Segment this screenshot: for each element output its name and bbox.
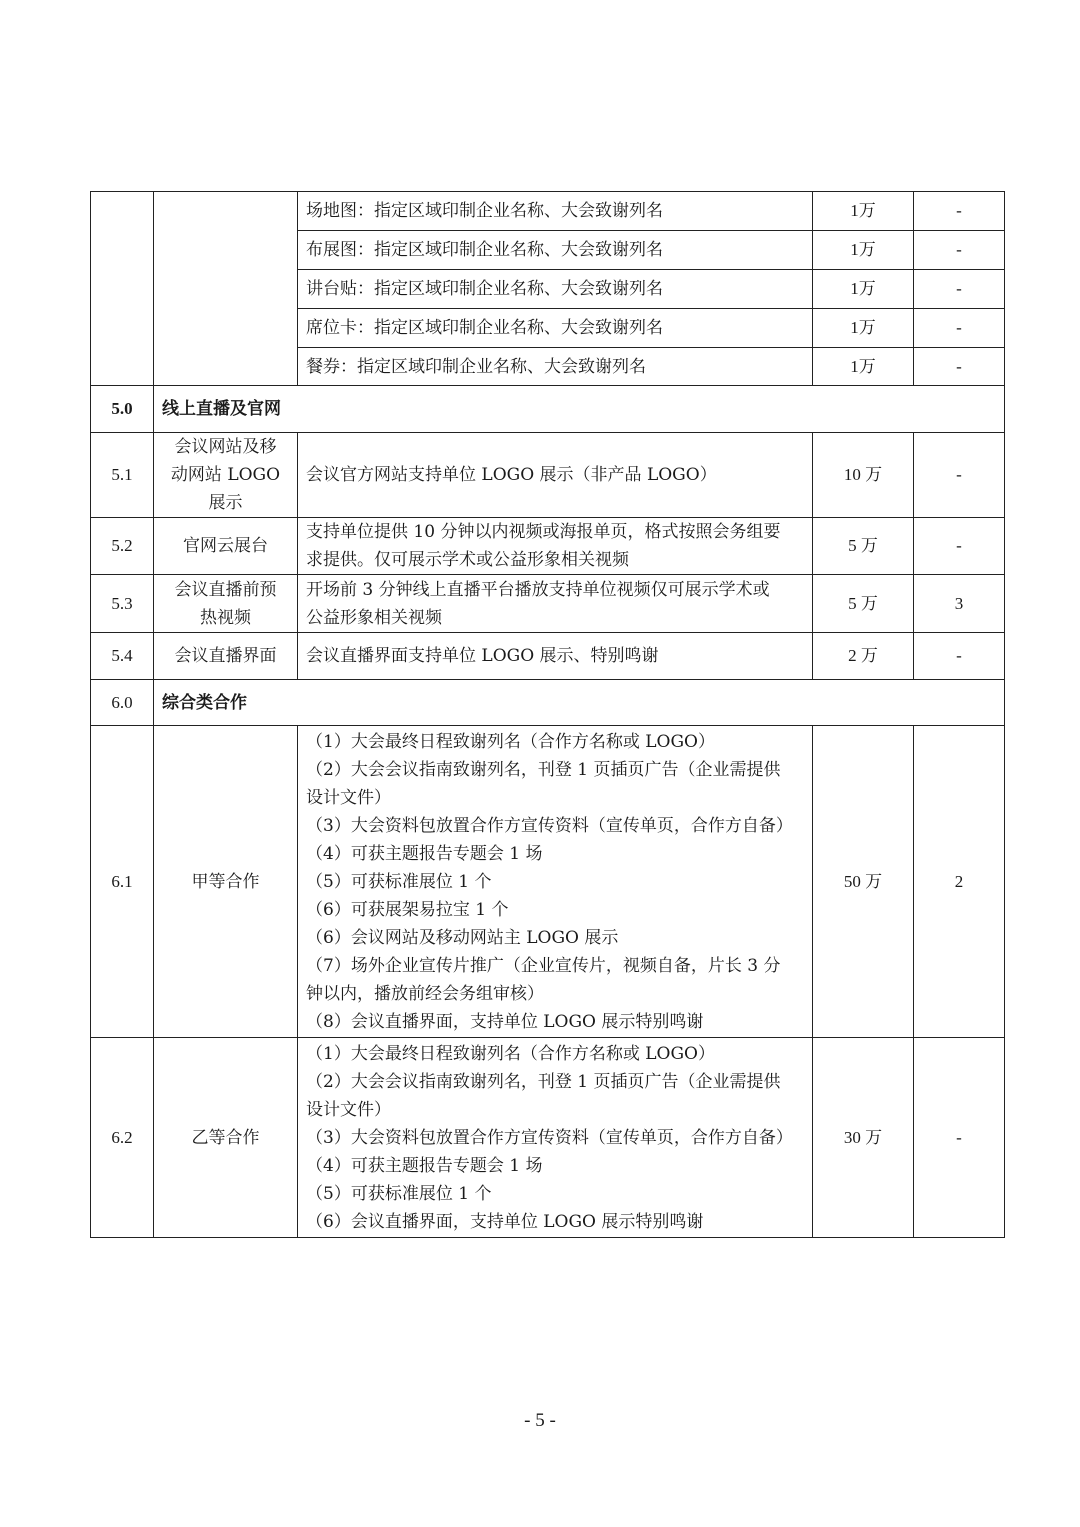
cell-no: 6.1 [91, 726, 154, 1038]
benefit-line: （6）会议网站及移动网站主 LOGO 展示 [306, 927, 619, 948]
cell-price: 5 万 [813, 575, 914, 633]
cell-name [154, 192, 298, 386]
cell-qty: - [914, 192, 1005, 231]
cell-price: 1万 [813, 348, 914, 386]
cell-desc [298, 518, 813, 575]
cell-desc: 讲台贴：指定区域印制企业名称、大会致谢列名 [298, 270, 813, 309]
cell-qty: - [914, 433, 1005, 518]
cell-name [154, 575, 298, 633]
cell-name: 甲等合作 [154, 726, 298, 1038]
benefit-line: （3）大会资料包放置合作方宣传资料（宣传单页，合作方自备） [306, 815, 793, 836]
cell-price: 5 万 [813, 518, 914, 575]
benefit-line: （5）可获标准展位 1 个 [306, 1183, 492, 1204]
cell-desc: 布展图：指定区域印制企业名称、大会致谢列名 [298, 231, 813, 270]
cell-name [154, 433, 298, 518]
sponsorship-table [90, 191, 1005, 1238]
cell-desc-line: 公益形象相关视频 [306, 607, 442, 628]
benefit-line: （1）大会最终日程致谢列名（合作方名称或 LOGO） [306, 731, 715, 752]
benefit-line: （2）大会会议指南致谢列名，刊登 1 页插页广告（企业需提供 [306, 1071, 781, 1092]
cell-price: 2 万 [813, 633, 914, 680]
cell-desc-line: 求提供。仅可展示学术或公益形象相关视频 [306, 550, 629, 570]
cell-name-line: 会议网站及移 [174, 437, 277, 457]
cell-desc: 会议直播界面支持单位 LOGO 展示、特别鸣谢 [298, 633, 813, 680]
cell-price: 1万 [813, 231, 914, 270]
page-number: - 5 - [524, 1410, 556, 1431]
table-row [91, 575, 1005, 633]
benefit-line: （8）会议直播界面，支持单位 LOGO 展示特别鸣谢 [306, 1011, 704, 1032]
cell-name-line: 会议直播前预 [174, 579, 277, 600]
cell-price: 30 万 [813, 1038, 914, 1238]
cell-qty: - [914, 1038, 1005, 1238]
benefit-line: （5）可获标准展位 1 个 [306, 871, 492, 892]
cell-desc-line: 支持单位提供 10 分钟以内视频或海报单页，格式按照会务组要 [306, 522, 781, 542]
table-row [91, 726, 1005, 1038]
benefit-line: （2）大会会议指南致谢列名，刊登 1 页插页广告（企业需提供 [306, 759, 781, 780]
benefit-line: （7）场外企业宣传片推广（企业宣传片，视频自备，片长 3 分 [306, 955, 781, 976]
cell-no: 5.4 [91, 633, 154, 680]
benefit-line: （1）大会最终日程致谢列名（合作方名称或 LOGO） [306, 1043, 715, 1064]
benefit-line: 钟以内，播放前经会务组审核） [306, 983, 544, 1004]
cell-name: 官网云展台 [154, 518, 298, 575]
table-row [91, 192, 1005, 231]
cell-qty: - [914, 348, 1005, 386]
benefit-line: （6）会议直播界面，支持单位 LOGO 展示特别鸣谢 [306, 1211, 704, 1232]
cell-desc: 席位卡：指定区域印制企业名称、大会致谢列名 [298, 309, 813, 348]
benefit-line: 设计文件） [306, 1099, 391, 1120]
cell-desc [298, 575, 813, 633]
table-row [91, 518, 1005, 575]
cell-no: 5.2 [91, 518, 154, 575]
cell-no: 6.2 [91, 1038, 154, 1238]
cell-price: 50 万 [813, 726, 914, 1038]
cell-qty: - [914, 270, 1005, 309]
cell-name: 会议直播界面 [154, 633, 298, 680]
cell-price: 1万 [813, 192, 914, 231]
cell-qty: - [914, 518, 1005, 575]
cell-price: 10 万 [813, 433, 914, 518]
cell-qty: 2 [914, 726, 1005, 1038]
cell-qty: - [914, 309, 1005, 348]
cell-qty: - [914, 633, 1005, 680]
section-row [91, 680, 1005, 726]
cell-desc [298, 1038, 813, 1238]
table-row [91, 633, 1005, 680]
cell-desc: 场地图：指定区域印制企业名称、大会致谢列名 [298, 192, 813, 231]
cell-price: 1万 [813, 270, 914, 309]
table-row [91, 1038, 1005, 1238]
cell-qty: 3 [914, 575, 1005, 633]
cell-qty: - [914, 231, 1005, 270]
benefit-line: （4）可获主题报告专题会 1 场 [306, 1155, 543, 1176]
cell-name: 乙等合作 [154, 1038, 298, 1238]
cell-no: 5.3 [91, 575, 154, 633]
cell-desc: 会议官方网站支持单位 LOGO 展示（非产品 LOGO） [298, 433, 813, 518]
cell-price: 1万 [813, 309, 914, 348]
section-no: 5.0 [91, 386, 154, 433]
cell-desc-line: 开场前 3 分钟线上直播平台播放支持单位视频仅可展示学术或 [306, 579, 770, 600]
cell-name-line: 热视频 [200, 607, 251, 628]
section-row [91, 386, 1005, 433]
cell-name-line: 动网站 LOGO [170, 465, 281, 485]
cell-no: 5.1 [91, 433, 154, 518]
section-title: 线上直播及官网 [154, 386, 1005, 433]
cell-no [91, 192, 154, 386]
section-title: 综合类合作 [154, 680, 1005, 726]
cell-desc [298, 726, 813, 1038]
benefit-line: 设计文件） [306, 787, 391, 808]
benefit-line: （6）可获展架易拉宝 1 个 [306, 899, 509, 920]
benefit-line: （4）可获主题报告专题会 1 场 [306, 843, 543, 864]
section-no: 6.0 [91, 680, 154, 726]
cell-desc: 餐券：指定区域印制企业名称、大会致谢列名 [298, 348, 813, 386]
cell-name-line: 展示 [208, 493, 243, 513]
benefit-line: （3）大会资料包放置合作方宣传资料（宣传单页，合作方自备） [306, 1127, 793, 1148]
table-row [91, 433, 1005, 518]
